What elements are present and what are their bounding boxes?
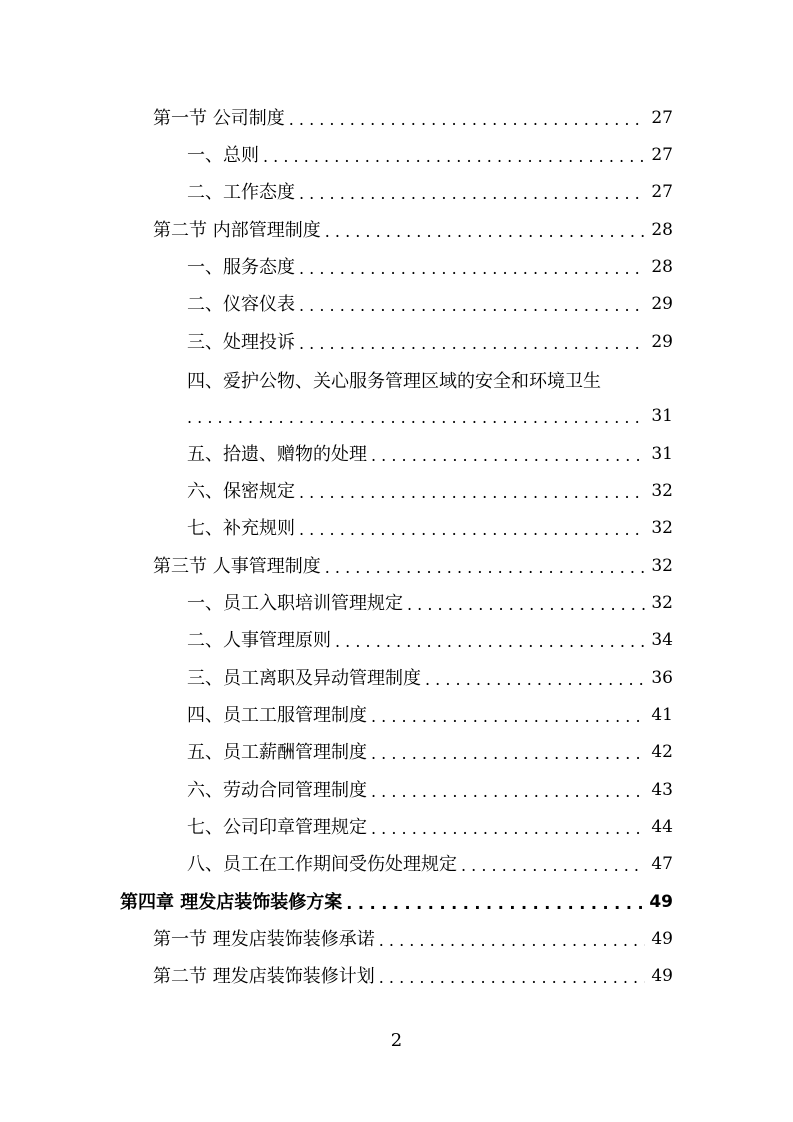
- toc-leader-dots: [371, 821, 645, 837]
- toc-entry-title: 第二节 内部管理制度: [153, 219, 321, 241]
- toc-entry-title: 七、公司印章管理规定: [187, 816, 367, 838]
- toc-entry-title: 八、员工在工作期间受伤处理规定: [187, 853, 457, 875]
- toc-entry-page: 44: [651, 817, 673, 837]
- toc-leader-dots: [187, 410, 645, 426]
- toc-leader-dots: [325, 560, 646, 576]
- toc-entry-title: 一、员工入职培训管理规定: [187, 592, 403, 614]
- toc-entry-page: 42: [651, 742, 673, 762]
- toc-entry[interactable]: [153, 212, 673, 249]
- toc-entry[interactable]: [187, 249, 673, 286]
- toc-entry-title: 二、工作态度: [187, 181, 295, 203]
- toc-entry-page: 49: [649, 892, 673, 912]
- toc-leader-dots: [407, 597, 645, 613]
- toc-entry-page: 27: [651, 145, 673, 165]
- toc-leader-dots: [299, 522, 645, 538]
- toc-entry[interactable]: [187, 585, 673, 622]
- toc-entry-title: 四、员工工服管理制度: [187, 704, 367, 726]
- toc-leader-dots: [425, 672, 645, 688]
- toc-entry-page: 34: [651, 630, 673, 650]
- toc-entry-title: 一、服务态度: [187, 256, 295, 278]
- toc-entry-title: 第一节 公司制度: [153, 107, 285, 129]
- toc-entry[interactable]: [153, 958, 673, 995]
- toc-leader-dots: [299, 485, 645, 501]
- toc-entry[interactable]: [187, 324, 673, 361]
- toc-leader-dots: [371, 448, 645, 464]
- toc-entry-page: 41: [651, 705, 673, 725]
- toc-entry-title: 六、劳动合同管理制度: [187, 779, 367, 801]
- toc-entry-title: 第一节 理发店装饰装修承诺: [153, 928, 375, 950]
- toc-entry-page: 32: [651, 481, 673, 501]
- toc-leader-dots: [461, 858, 645, 874]
- toc-entry-page: 27: [651, 108, 673, 128]
- toc-entry-page: 29: [651, 294, 673, 314]
- toc-entry[interactable]: [187, 697, 673, 734]
- toc-entry-page: 32: [651, 593, 673, 613]
- toc-leader-dots: [299, 336, 645, 352]
- toc-entry[interactable]: [187, 622, 673, 659]
- toc-leader-dots: [371, 784, 645, 800]
- toc-entry[interactable]: [187, 846, 673, 883]
- toc-entry[interactable]: [153, 548, 673, 585]
- toc-entry-title: 第四章 理发店装饰装修方案: [120, 891, 343, 913]
- toc-entry[interactable]: [153, 921, 673, 958]
- toc-leader-dots: [379, 970, 646, 986]
- toc-entry[interactable]: [187, 734, 673, 771]
- toc-leader-dots: [263, 149, 645, 165]
- toc-leader-dots: [371, 709, 645, 725]
- toc-entry[interactable]: [153, 100, 673, 137]
- toc-entry[interactable]: [187, 809, 673, 846]
- toc-entry-title: 第二节 理发店装饰装修计划: [153, 965, 375, 987]
- toc-entry-page: 28: [651, 220, 673, 240]
- toc-entry-title: 二、仪容仪表: [187, 293, 295, 315]
- toc-entry-title: 第三节 人事管理制度: [153, 555, 321, 577]
- toc-entry[interactable]: [187, 510, 673, 547]
- toc-leader-dots: [299, 186, 645, 202]
- toc-entry[interactable]: [187, 137, 673, 174]
- toc-entry-page: 27: [651, 182, 673, 202]
- toc-entry-page: 31: [651, 444, 673, 464]
- toc-entry[interactable]: [187, 473, 673, 510]
- page-number: 2: [390, 1030, 403, 1051]
- toc-entry-title: 一、总则: [187, 144, 259, 166]
- toc-entry-title: 四、爱护公物、关心服务管理区域的安全和环境卫生: [187, 370, 601, 392]
- toc-entry-page: 43: [651, 780, 673, 800]
- toc-entry-page: 31: [651, 406, 673, 426]
- toc-entry-page: 32: [651, 556, 673, 576]
- toc-entry-page: 47: [651, 854, 673, 874]
- toc-entry-title: 三、员工离职及异动管理制度: [187, 667, 421, 689]
- toc-leader-dots: [299, 261, 645, 277]
- toc-leader-dots: [299, 298, 645, 314]
- toc-leader-dots: [379, 933, 646, 949]
- toc-entry[interactable]: [187, 660, 673, 697]
- toc-entry-title: 六、保密规定: [187, 480, 295, 502]
- toc-entry[interactable]: [187, 174, 673, 211]
- toc-entry-page: 49: [651, 929, 673, 949]
- toc-entry-title: 二、人事管理原则: [187, 629, 331, 651]
- toc-leader-dots: [371, 746, 645, 762]
- toc-entry-page: 29: [651, 332, 673, 352]
- toc-entry-title: 七、补充规则: [187, 517, 295, 539]
- toc-leader-dots: [325, 224, 646, 240]
- toc-leader-dots: [289, 112, 646, 128]
- toc-entry[interactable]: [187, 436, 673, 473]
- toc-entry-page: 49: [651, 966, 673, 986]
- toc-entry[interactable]: [187, 286, 673, 323]
- toc-entry-title: 五、拾遗、赠物的处理: [187, 443, 367, 465]
- toc-entry[interactable]: [187, 772, 673, 809]
- toc-entry-title: 五、员工薪酬管理制度: [187, 741, 367, 763]
- toc-chapter-entry[interactable]: [120, 884, 673, 921]
- toc-entry-page: 28: [651, 257, 673, 277]
- toc-entry[interactable]: [187, 398, 673, 435]
- toc-leader-dots: [346, 896, 643, 912]
- toc-leader-dots: [335, 634, 645, 650]
- toc-entry-page: 32: [651, 518, 673, 538]
- toc-entry-wrapped-title[interactable]: [187, 361, 673, 398]
- toc-entry-page: 36: [651, 668, 673, 688]
- toc-entry-title: 三、处理投诉: [187, 331, 295, 353]
